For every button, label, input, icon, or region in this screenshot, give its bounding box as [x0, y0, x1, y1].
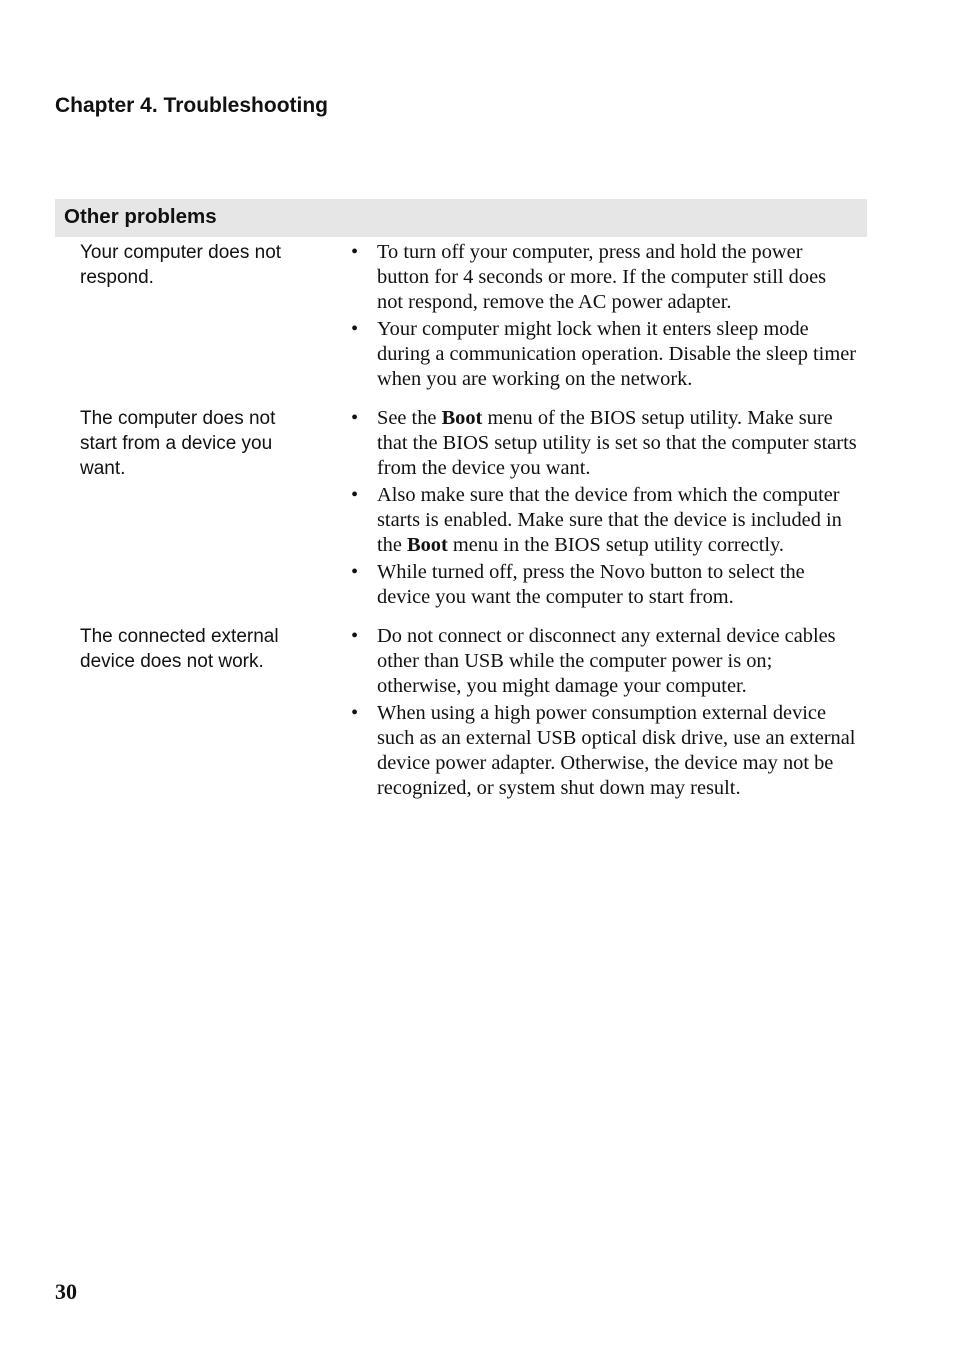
page-number: 30: [55, 1279, 77, 1304]
section-title: Other problems: [64, 205, 217, 228]
troubleshooting-table: [55, 240, 867, 815]
bullet-icon: •: [351, 407, 359, 429]
chapter-header: Chapter 4. Troubleshooting: [55, 94, 329, 117]
solution-item: • Do not connect or disconnect any external device cables other than USB while the computer power is on; otherwise, you might damage your computer.: [351, 625, 836, 697]
solution-list: [351, 406, 857, 612]
boot-menu-term: Boot: [407, 534, 448, 556]
solution-item: • To turn off your computer, press and hold the power button for 4 seconds or more. If the computer still does not respond, remove the AC power adapter.: [351, 241, 827, 313]
bullet-icon: •: [351, 484, 359, 506]
bullet-icon: •: [351, 561, 359, 583]
solution-list: [351, 240, 857, 394]
bullet-icon: •: [351, 318, 359, 340]
boot-menu-term: Boot: [441, 407, 483, 429]
solution-item: • See the Boot menu of the BIOS setup utility. Make sure that the BIOS setup utility is set so that the computer starts from the device you want.: [351, 407, 857, 479]
table-row: [55, 406, 867, 612]
solution-list: [351, 624, 857, 803]
section-header-bar: [55, 199, 867, 237]
table-row: [55, 240, 867, 394]
table-row: [55, 624, 867, 803]
solution-item: • Your computer might lock when it enters sleep mode during a communication operation. Disable the sleep timer when you are working on the network.: [351, 318, 857, 390]
solution-item: • While turned off, press the Novo button to select the device you want the computer to start from.: [351, 561, 805, 608]
problem-description: Your computer does not respond.: [80, 242, 282, 288]
problem-description: The connected external device does not work.: [80, 626, 279, 672]
solution-item: • Also make sure that the device from which the computer starts is enabled. Make sure that the device is included in the Boot menu in the BIOS setup utility correctly.: [351, 484, 842, 556]
solution-item: • When using a high power consumption external device such as an external USB optical disk drive, use an external device power adapter. Otherwise, the device may not be recognized, or system shut down may result.: [351, 702, 856, 799]
bullet-icon: •: [351, 702, 359, 724]
bullet-icon: •: [351, 241, 359, 263]
bullet-icon: •: [351, 625, 359, 647]
problem-description: The computer does not start from a device you want.: [80, 408, 276, 479]
